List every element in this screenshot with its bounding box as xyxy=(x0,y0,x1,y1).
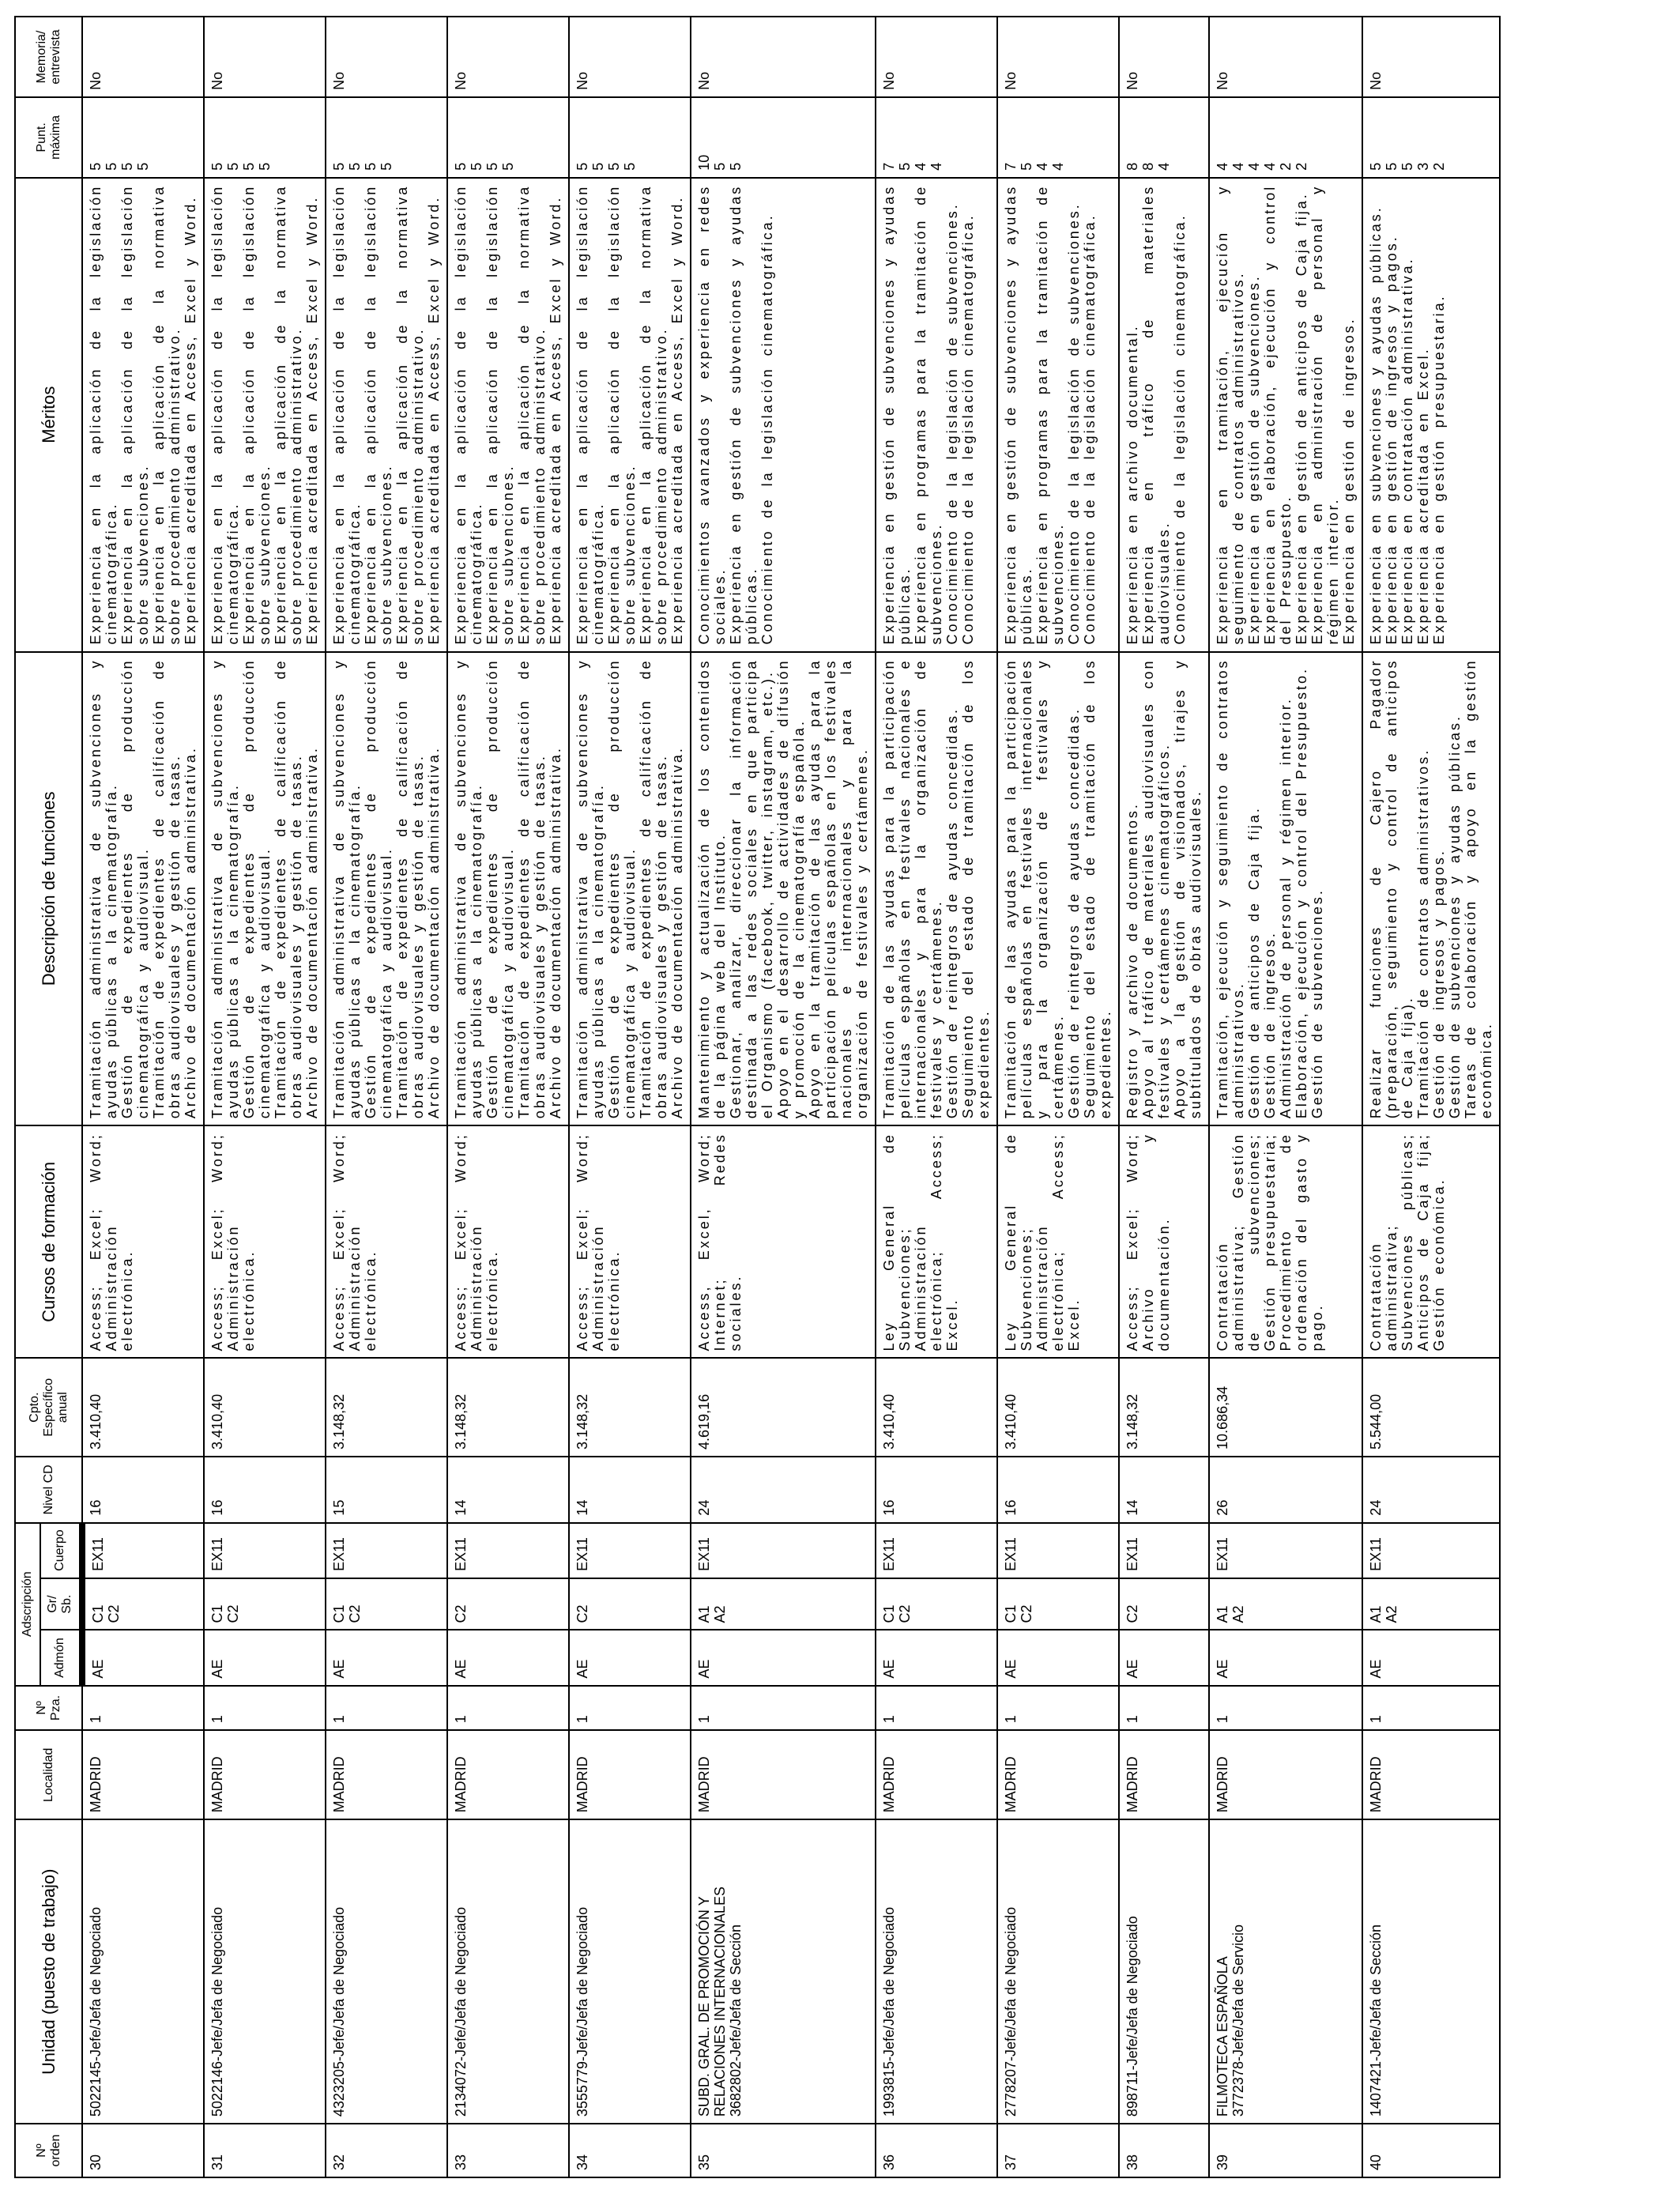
cell-funciones: Tramitación administrativa de subvenciones y ayudas públicas a la cinematografía. Gestión de expedientes de producción cinematográfica y audiovisual. Tramitación de expedientes de calificación de obras audiovisuales y gestión de tasas. Archivo de documentación administrativa. xyxy=(82,652,204,1126)
cell-localidad: MADRID xyxy=(876,1730,997,1819)
cell-cuerpo: EX11 xyxy=(204,1523,326,1578)
cell-pza: 1 xyxy=(1209,1686,1362,1731)
cell-cpto: 3.410,40 xyxy=(876,1358,997,1456)
cell-meritos: Conocimientos avanzados y experiencia en redes sociales. Experiencia en gestión de subvenciones y ayudas públicas. Conocimiento de la legislación cinematográfica. xyxy=(691,178,876,652)
header-cpto: Cpto. Específico anual xyxy=(15,1358,82,1456)
cell-funciones: Registro y archivo de documentos. Apoyo al tráfico de materiales audiovisuales con festivales y certámenes cinematográficos. Apoyo a la gestión de visionados, tirajes y subtitulados de obras audiovisuales. xyxy=(1119,652,1209,1126)
header-orden: Nº orden xyxy=(15,2124,82,2177)
cell-orden: 38 xyxy=(1119,2124,1209,2177)
cell-admon: AE xyxy=(1362,1630,1500,1685)
cell-grsb: C1 C2 xyxy=(326,1578,447,1630)
cell-funciones: Tramitación administrativa de subvenciones y ayudas públicas a la cinematografía. Gestión de expedientes de producción cinematográfica y audiovisual. Tramitación de expedientes de calificación de obras audiovisuales y gestión de tasas. Archivo de documentación administrativa. xyxy=(326,652,447,1126)
cell-punt: 5 5 5 5 xyxy=(82,97,204,178)
cell-localidad: MADRID xyxy=(326,1730,447,1819)
cell-memoria: No xyxy=(82,17,204,97)
cell-grsb: C2 xyxy=(1119,1578,1209,1630)
unit-position: 3555779-Jefe/Jefa de Negociado xyxy=(574,1906,590,2117)
cell-nivel: 15 xyxy=(326,1457,447,1523)
table-row xyxy=(82,17,204,2177)
cell-cursos: Access; Excel; Word; Administración electrónica. xyxy=(204,1125,326,1358)
cell-cpto: 3.148,32 xyxy=(1119,1358,1209,1456)
cell-localidad: MADRID xyxy=(997,1730,1119,1819)
header-memoria: Memoria/ entrevista xyxy=(15,17,82,97)
cell-nivel: 24 xyxy=(1362,1457,1500,1523)
table-row xyxy=(1362,17,1500,2177)
cell-orden: 37 xyxy=(997,2124,1119,2177)
cell-cursos: Contratación administrativa; Gestión de subvenciones; Gestión presupuestaria; Procedimiento de ordenación del gasto y pago. xyxy=(1209,1125,1362,1358)
cell-cursos: Access; Excel; Word; Administración electrónica. xyxy=(326,1125,447,1358)
table-row xyxy=(326,17,447,2177)
cell-nivel: 16 xyxy=(876,1457,997,1523)
cell-cuerpo: EX11 xyxy=(569,1523,691,1578)
unit-section-title: SUBD. GRAL. DE PROMOCIÓN Y RELACIONES INTERNACIONALES xyxy=(696,1887,728,2117)
unit-position: 3682802-Jefe/Jefa de Sección xyxy=(728,1924,744,2117)
unit-section-title: FILMOTECA ESPAÑOLA xyxy=(1215,1956,1230,2117)
cell-admon: AE xyxy=(447,1630,569,1685)
cell-punt: 5 5 5 5 xyxy=(204,97,326,178)
cell-admon: AE xyxy=(691,1630,876,1685)
cell-funciones: Tramitación administrativa de subvenciones y ayudas públicas a la cinematografía. Gestión de expedientes de producción cinematográfica y audiovisual. Tramitación de expedientes de calificación de obras audiovisuales y gestión de tasas. Archivo de documentación administrativa. xyxy=(204,652,326,1126)
cell-memoria: No xyxy=(204,17,326,97)
cell-unidad xyxy=(876,1819,997,2124)
table-row xyxy=(691,17,876,2177)
cell-cpto: 3.148,32 xyxy=(447,1358,569,1456)
header-cursos: Cursos de formación xyxy=(15,1125,82,1358)
cell-orden: 39 xyxy=(1209,2124,1362,2177)
cell-orden: 34 xyxy=(569,2124,691,2177)
cell-localidad: MADRID xyxy=(1209,1730,1362,1819)
cell-admon: AE xyxy=(1209,1630,1362,1685)
cell-memoria: No xyxy=(447,17,569,97)
cell-pza: 1 xyxy=(997,1686,1119,1731)
cell-funciones: Tramitación administrativa de subvenciones y ayudas públicas a la cinematografía. Gestión de expedientes de producción cinematográfica y audiovisual. Tramitación de expedientes de calificación de obras audiovisuales y gestión de tasas. Archivo de documentación administrativa. xyxy=(447,652,569,1126)
cell-meritos: Experiencia en gestión de subvenciones y ayudas públicas. Experiencia en programas para la tramitación de subvenciones. Conocimiento de la legislación de subvenciones. Conocimiento de la legislación cinematográfica. xyxy=(876,178,997,652)
cell-unidad xyxy=(1209,1819,1362,2124)
table-header xyxy=(15,17,82,2177)
cell-orden: 40 xyxy=(1362,2124,1500,2177)
cell-orden: 31 xyxy=(204,2124,326,2177)
unit-position: 3772378-Jefe/Jefa de Servicio xyxy=(1230,1924,1246,2117)
cell-memoria: No xyxy=(997,17,1119,97)
cell-funciones: Tramitación de las ayudas para la participación películas españolas en festivales nacionales e internacionales y para la organización de festivales y certámenes. Gestión de reintegros de ayudas concedidas. Seguimiento del estado de tramitación de los expedientes. xyxy=(876,652,997,1126)
cell-cursos: Access, Excel, Word; Internet; Redes sociales. xyxy=(691,1125,876,1358)
unit-position: 898711-Jefe/Jefa de Negociado xyxy=(1124,1916,1140,2117)
cell-grsb: A1 A2 xyxy=(1362,1578,1500,1630)
cell-cpto: 3.410,40 xyxy=(997,1358,1119,1456)
cell-orden: 36 xyxy=(876,2124,997,2177)
cell-punt: 7 5 4 4 xyxy=(997,97,1119,178)
unit-position: 5022145-Jefe/Jefa de Negociado xyxy=(88,1906,104,2117)
cell-nivel: 14 xyxy=(447,1457,569,1523)
cell-cursos: Ley General de Subvenciones; Administración electrónica; Access; Excel. xyxy=(997,1125,1119,1358)
cell-orden: 30 xyxy=(82,2124,204,2177)
cell-pza: 1 xyxy=(1119,1686,1209,1731)
header-adscripcion: Adscripción xyxy=(15,1523,40,1686)
unit-position: 5022146-Jefe/Jefa de Negociado xyxy=(209,1906,225,2117)
cell-grsb: C1 C2 xyxy=(204,1578,326,1630)
cell-cpto: 10.686,34 xyxy=(1209,1358,1362,1456)
unit-position: 4323205-Jefe/Jefa de Negociado xyxy=(331,1906,347,2117)
cell-grsb: C1 C2 xyxy=(876,1578,997,1630)
cell-nivel: 14 xyxy=(1119,1457,1209,1523)
cell-localidad: MADRID xyxy=(691,1730,876,1819)
cell-nivel: 14 xyxy=(569,1457,691,1523)
unit-position: 2778207-Jefe/Jefa de Negociado xyxy=(1003,1906,1019,2117)
cell-funciones: Tramitación de las ayudas para la participación películas españolas en festivales internacionales y para la organización de festivales y certámenes. Gestión de reintegros de ayudas concedidas. Seguimiento del estado de tramitación de los expedientes. xyxy=(997,652,1119,1126)
cell-admon: AE xyxy=(204,1630,326,1685)
table-row xyxy=(447,17,569,2177)
header-meritos: Méritos xyxy=(15,178,82,652)
cell-cursos: Access; Excel; Word; Administración electrónica. xyxy=(447,1125,569,1358)
cell-cpto: 3.148,32 xyxy=(326,1358,447,1456)
cell-unidad xyxy=(1362,1819,1500,2124)
cell-pza: 1 xyxy=(1362,1686,1500,1731)
cell-unidad xyxy=(997,1819,1119,2124)
cell-cuerpo: EX11 xyxy=(1119,1523,1209,1578)
cell-admon: AE xyxy=(326,1630,447,1685)
cell-localidad: MADRID xyxy=(569,1730,691,1819)
table-row xyxy=(876,17,997,2177)
header-localidad: Localidad xyxy=(15,1730,82,1819)
cell-memoria: No xyxy=(1362,17,1500,97)
cell-punt: 10 5 5 xyxy=(691,97,876,178)
cell-cpto: 3.410,40 xyxy=(82,1358,204,1456)
cell-pza: 1 xyxy=(326,1686,447,1731)
cell-funciones: Realizar funciones de Cajero Pagador (preparación, seguimiento y control de anticipos de Caja fija). Tramitación de contratos administrativos. Gestión de ingresos y pagos. Gestión de subvenciones y ayudas públicas. Tareas de colaboración y apoyo en la gestión económica. xyxy=(1362,652,1500,1126)
cell-pza: 1 xyxy=(447,1686,569,1731)
cell-meritos: Experiencia en la aplicación de la legislación cinematográfica. Experiencia en la aplicación de la legislación sobre subvenciones. Experiencia en la aplicación de la normativa sobre procedimiento administrativo. Experiencia acreditada en Access, Excel y Word. xyxy=(82,178,204,652)
cell-admon: AE xyxy=(876,1630,997,1685)
cell-nivel: 24 xyxy=(691,1457,876,1523)
header-admon: Admón xyxy=(40,1630,82,1685)
header-grsb: Gr/ Sb. xyxy=(40,1578,82,1630)
cell-punt: 5 5 5 3 2 xyxy=(1362,97,1500,178)
cell-funciones: Mantenimiento y actualización de los contenidos de la página web del Instituto. Gestionar, analizar, direccionar la información destinada a las redes sociales en que participa el Organismo (facebook, twitter, instagram, etc.). Apoyo en el desarrollo de actividades de difusión y promoción de la cinematografía española. Apoyo en la tramitación de las ayudas para la participación películas españolas en los festivales nacionales e internacionales y para la organización de festivales y certámenes. xyxy=(691,652,876,1126)
cell-meritos: Experiencia en gestión de subvenciones y ayudas públicas. Experiencia en programas para la tramitación de subvenciones. Conocimiento de la legislación de subvenciones. Conocimiento de la legislación cinematográfica. xyxy=(997,178,1119,652)
table-body xyxy=(82,17,1500,2177)
cell-cuerpo: EX11 xyxy=(876,1523,997,1578)
cell-memoria: No xyxy=(326,17,447,97)
cell-grsb: C1 C2 xyxy=(82,1578,204,1630)
table-row xyxy=(204,17,326,2177)
header-unidad: Unidad (puesto de trabajo) xyxy=(15,1819,82,2124)
cell-localidad: MADRID xyxy=(1119,1730,1209,1819)
cell-meritos: Experiencia en la aplicación de la legislación cinematográfica. Experiencia en la aplicación de la legislación sobre subvenciones. Experiencia en la aplicación de la normativa sobre procedimiento administrativo. Experiencia acreditada en Access, Excel y Word. xyxy=(204,178,326,652)
cell-localidad: MADRID xyxy=(447,1730,569,1819)
cell-orden: 33 xyxy=(447,2124,569,2177)
cell-meritos: Experiencia en subvenciones y ayudas públicas. Experiencia en gestión de ingresos y pagos. Experiencia en contratación administrativa. Experiencia acreditada en Excel. Experiencia en gestión presupuestaria. xyxy=(1362,178,1500,652)
cell-admon: AE xyxy=(997,1630,1119,1685)
cell-admon: AE xyxy=(569,1630,691,1685)
cell-memoria: No xyxy=(569,17,691,97)
header-funciones: Descripción de funciones xyxy=(15,652,82,1126)
cell-unidad xyxy=(204,1819,326,2124)
table-row xyxy=(1119,17,1209,2177)
cell-grsb: C2 xyxy=(569,1578,691,1630)
unit-position: 1993815-Jefe/Jefa de Negociado xyxy=(881,1906,897,2117)
cell-cpto: 5.544,00 xyxy=(1362,1358,1500,1456)
cell-pza: 1 xyxy=(876,1686,997,1731)
cell-memoria: No xyxy=(691,17,876,97)
cell-punt: 5 5 5 5 xyxy=(326,97,447,178)
cell-nivel: 16 xyxy=(204,1457,326,1523)
cell-pza: 1 xyxy=(204,1686,326,1731)
cell-pza: 1 xyxy=(569,1686,691,1731)
cell-pza: 1 xyxy=(82,1686,204,1731)
cell-cursos: Access; Excel; Word; Administración electrónica. xyxy=(82,1125,204,1358)
cell-grsb: A1 A2 xyxy=(691,1578,876,1630)
cell-meritos: Experiencia en la aplicación de la legislación cinematográfica. Experiencia en la aplicación de la legislación sobre subvenciones. Experiencia en la aplicación de la normativa sobre procedimiento administrativo. Experiencia acreditada en Access, Excel y Word. xyxy=(326,178,447,652)
cell-nivel: 16 xyxy=(997,1457,1119,1523)
cell-localidad: MADRID xyxy=(82,1730,204,1819)
cell-cursos: Access; Excel; Word; Administración electrónica. xyxy=(569,1125,691,1358)
cell-meritos: Experiencia en archivo documental. Experiencia en tráfico de materiales audiovisuales. Conocimiento de la legislación cinematográfica. xyxy=(1119,178,1209,652)
cell-cpto: 4.619,16 xyxy=(691,1358,876,1456)
cell-unidad xyxy=(569,1819,691,2124)
cell-cursos: Access; Excel; Word; Archivo y documentación. xyxy=(1119,1125,1209,1358)
cell-unidad xyxy=(691,1819,876,2124)
header-pza: Nº Pza. xyxy=(15,1686,82,1731)
cell-cuerpo: EX11 xyxy=(82,1523,204,1578)
job-positions-table xyxy=(14,16,1501,2178)
cell-meritos: Experiencia en tramitación, ejecución y seguimiento de contratos administrativos. Experiencia en gestión de subvenciones. Experiencia en elaboración, ejecución y control del Presupuesto. Experiencia en gestión de anticipos de Caja fija. Experiencia en administración de personal y régimen interior. Experiencia en gestión de ingresos. xyxy=(1209,178,1362,652)
cell-unidad xyxy=(326,1819,447,2124)
table-row xyxy=(997,17,1119,2177)
header-punt: Punt. máxima xyxy=(15,97,82,178)
cell-localidad: MADRID xyxy=(204,1730,326,1819)
cell-funciones: Tramitación administrativa de subvenciones y ayudas públicas a la cinematografía. Gestión de expedientes de producción cinematográfica y audiovisual. Tramitación de expedientes de calificación de obras audiovisuales y gestión de tasas. Archivo de documentación administrativa. xyxy=(569,652,691,1126)
cell-punt: 7 5 4 4 xyxy=(876,97,997,178)
cell-punt: 5 5 5 5 xyxy=(447,97,569,178)
cell-orden: 35 xyxy=(691,2124,876,2177)
cell-cuerpo: EX11 xyxy=(447,1523,569,1578)
unit-position: 1407421-Jefe/Jefa de Sección xyxy=(1368,1924,1384,2117)
cell-memoria: No xyxy=(1119,17,1209,97)
cell-unidad xyxy=(1119,1819,1209,2124)
table-row xyxy=(1209,17,1362,2177)
cell-punt: 8 8 4 xyxy=(1119,97,1209,178)
cell-unidad xyxy=(447,1819,569,2124)
cell-cpto: 3.410,40 xyxy=(204,1358,326,1456)
cell-nivel: 16 xyxy=(82,1457,204,1523)
cell-memoria: No xyxy=(1209,17,1362,97)
cell-grsb: C2 xyxy=(447,1578,569,1630)
cell-cuerpo: EX11 xyxy=(1209,1523,1362,1578)
header-cuerpo: Cuerpo xyxy=(40,1523,82,1578)
cell-meritos: Experiencia en la aplicación de la legislación cinematográfica. Experiencia en la aplicación de la legislación sobre subvenciones. Experiencia en la aplicación de la normativa sobre procedimiento administrativo. Experiencia acreditada en Access, Excel y Word. xyxy=(447,178,569,652)
cell-admon: AE xyxy=(82,1630,204,1685)
cell-cpto: 3.148,32 xyxy=(569,1358,691,1456)
unit-position: 2134072-Jefe/Jefa de Negociado xyxy=(453,1906,469,2117)
cell-meritos: Experiencia en la aplicación de la legislación cinematográfica. Experiencia en la aplicación de la legislación sobre subvenciones. Experiencia en la aplicación de la normativa sobre procedimiento administrativo. Experiencia acreditada en Access, Excel y Word. xyxy=(569,178,691,652)
cell-nivel: 26 xyxy=(1209,1457,1362,1523)
table-row xyxy=(569,17,691,2177)
cell-pza: 1 xyxy=(691,1686,876,1731)
cell-cuerpo: EX11 xyxy=(997,1523,1119,1578)
cell-punt: 4 4 4 4 2 2 xyxy=(1209,97,1362,178)
cell-orden: 32 xyxy=(326,2124,447,2177)
cell-unidad xyxy=(82,1819,204,2124)
cell-memoria: No xyxy=(876,17,997,97)
cell-localidad: MADRID xyxy=(1362,1730,1500,1819)
cell-cursos: Contratación administrativa; Subvenciones públicas; Anticipos de Caja fija; Gestión económica. xyxy=(1362,1125,1500,1358)
cell-funciones: Tramitación, ejecución y seguimiento de contratos administrativos. Gestión de anticipos de Caja fija. Gestión de ingresos. Administración de personal y régimen interior. Elaboración, ejecución y control del Presupuesto. Gestión de subvenciones. xyxy=(1209,652,1362,1126)
cell-grsb: A1 A2 xyxy=(1209,1578,1362,1630)
cell-grsb: C1 C2 xyxy=(997,1578,1119,1630)
header-nivel: Nivel CD xyxy=(15,1457,82,1523)
cell-cuerpo: EX11 xyxy=(326,1523,447,1578)
cell-punt: 5 5 5 5 xyxy=(569,97,691,178)
cell-cursos: Ley General de Subvenciones; Administración electrónica; Access; Excel. xyxy=(876,1125,997,1358)
cell-cuerpo: EX11 xyxy=(1362,1523,1500,1578)
cell-admon: AE xyxy=(1119,1630,1209,1685)
cell-cuerpo: EX11 xyxy=(691,1523,876,1578)
